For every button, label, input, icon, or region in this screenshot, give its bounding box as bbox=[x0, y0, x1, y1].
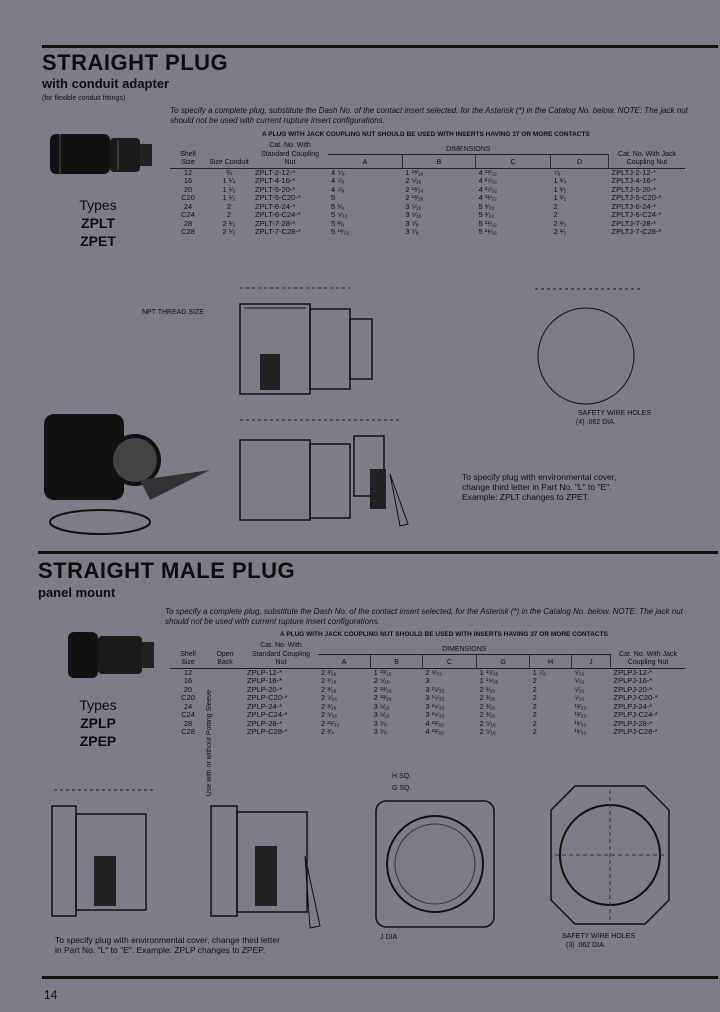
table-cell: 2 bbox=[226, 201, 232, 211]
table-cell: 2 ¹⁄₁₆ bbox=[479, 710, 496, 719]
table-cell: 2 ¹⁄₁₆ bbox=[479, 701, 496, 711]
table-cell: 4 ²⁷⁄₃₂ bbox=[478, 176, 498, 185]
table-cell: ZPLPJ-C28-* bbox=[613, 727, 658, 736]
table-cell: ZPLPJ-12-* bbox=[613, 667, 653, 677]
col-dim-b: B bbox=[402, 155, 475, 168]
table-cell: 1 ⁷⁄₈ bbox=[532, 667, 547, 677]
type-code: ZPLT bbox=[81, 215, 115, 231]
table-cell: 2 ⁵⁄₁₆ bbox=[479, 718, 496, 728]
page-number: 14 bbox=[44, 988, 58, 1002]
table-cell: 3 ⁵⁄₁₆ bbox=[405, 210, 422, 219]
safety-label: SAFETY WIRE HOLES bbox=[578, 410, 651, 417]
col-dim-c: C bbox=[422, 655, 476, 668]
table-cell: C20 bbox=[181, 693, 195, 702]
table-cell: 1 ¹⁄₂ bbox=[553, 193, 567, 202]
table-cell: 12 bbox=[183, 667, 193, 677]
section2-types bbox=[73, 696, 123, 750]
table-row bbox=[170, 194, 685, 203]
table-cell: 4 ⁷⁄₈ bbox=[331, 184, 345, 194]
table-cell: ZPLP-C28-* bbox=[247, 727, 288, 736]
section1-note-small: (for flexible conduit fittings) bbox=[42, 95, 126, 102]
table-cell: 2 ⁹⁄₃₂ bbox=[425, 667, 443, 677]
g-sq-label: G SQ. bbox=[392, 785, 412, 792]
col-size-conduit: Size Conduit bbox=[206, 142, 252, 168]
table-cell: 2 bbox=[532, 727, 537, 736]
table-cell: ZPLP-16-* bbox=[247, 676, 283, 685]
table-cell: 1 ¹⁄₂ bbox=[222, 193, 236, 202]
square-flange-drawing-icon bbox=[370, 795, 500, 935]
table-cell: ⁵⁄₃₂ bbox=[574, 676, 585, 685]
table-cell: 2 bbox=[532, 684, 537, 694]
table-cell: 1 ¹³⁄₁₆ bbox=[373, 667, 392, 677]
table-cell: 3 ²⁹⁄₃₂ bbox=[425, 710, 445, 719]
table-cell: 5 ¹⁄₈ bbox=[331, 201, 345, 211]
table-cell: ZPLT-5-C20-* bbox=[255, 193, 301, 202]
table-cell: 1 ¹⁄₄ bbox=[553, 176, 567, 185]
table-cell: ZPLTJ-6-C24-* bbox=[611, 210, 662, 219]
table-cell: 5 ¹³⁄₃₂ bbox=[331, 227, 350, 236]
table-cell: 2 ²¹⁄₃₂ bbox=[321, 718, 340, 728]
col-dim-c: C bbox=[475, 155, 550, 168]
table-cell: 2 bbox=[532, 718, 537, 728]
table-cell: 2 ³⁄₁₆ bbox=[321, 676, 337, 685]
section2-banner: A PLUG WITH JACK COUPLING NUT SHOULD BE USED WITH INSERTS HAVING 37 OR MORE CONTACTS bbox=[280, 631, 608, 638]
bottom-rule bbox=[42, 976, 718, 979]
table-cell: 2 ⁵⁄₁₆ bbox=[373, 676, 390, 685]
table-cell: 2 ¹⁄₁₆ bbox=[479, 693, 496, 702]
table-cell: 20 bbox=[183, 684, 193, 694]
top-rule bbox=[42, 45, 718, 48]
table-cell: 3 ²⁹⁄₃₂ bbox=[425, 701, 445, 711]
panel-plug-jack-drawing-icon bbox=[205, 786, 335, 936]
table-cell: 2 bbox=[532, 710, 537, 719]
table-cell: 5 ³⁄₃₂ bbox=[478, 210, 495, 219]
table-cell: ZPLTJ-2-12-* bbox=[611, 167, 656, 177]
section1-instructions: To specify a complete plug, substitute the Dash No. of the contact insert selected, for the Asterisk (*) in the Catalog No. below. NOTE: The jack nut should not be used with current rupture insert configurations. bbox=[170, 106, 688, 125]
section1-table bbox=[170, 142, 685, 237]
safety-label-2: (4) .062 DIA. bbox=[576, 419, 616, 426]
table-cell: 2 bbox=[532, 701, 537, 711]
table-cell: 1 ¹⁄₄ bbox=[222, 176, 236, 185]
table-cell: 16 bbox=[183, 176, 193, 185]
table-cell: 3 bbox=[425, 676, 430, 685]
section1-types bbox=[73, 196, 123, 250]
table-cell: ZPLTJ-6-24-* bbox=[611, 201, 656, 211]
table-cell: C28 bbox=[181, 727, 195, 736]
safety-label-2: (3) .062 DIA. bbox=[566, 942, 606, 949]
table-cell: 3 ⁵⁄₁₆ bbox=[373, 710, 390, 719]
table-row bbox=[170, 203, 685, 212]
col-shell-size: Shell Size bbox=[170, 642, 206, 668]
table-cell: 1 ¹⁄₂ bbox=[553, 184, 567, 194]
col-dim-j: J bbox=[571, 655, 610, 668]
plug-photo-icon bbox=[48, 128, 154, 188]
section1-banner: A PLUG WITH JACK COUPLING NUT SHOULD BE USED WITH INSERTS HAVING 37 OR MORE CONTACTS bbox=[262, 131, 590, 138]
table-cell: ZPLT-7-C28-* bbox=[255, 227, 301, 236]
types-label: Types bbox=[79, 697, 117, 713]
table-cell: 4 ¹³⁄₃₂ bbox=[425, 727, 444, 736]
table-cell: 3 ⁵⁄₁₆ bbox=[373, 701, 390, 711]
section2-subtitle: panel mount bbox=[38, 585, 116, 600]
table-cell: ¹¹⁄₃₂ bbox=[574, 718, 587, 728]
table-cell: ¹¹⁄₃₂ bbox=[574, 727, 587, 736]
table-cell: 4 ²⁷⁄₃₂ bbox=[478, 184, 498, 194]
table-cell: C24 bbox=[181, 210, 195, 219]
table-cell: C20 bbox=[181, 193, 195, 202]
table-row bbox=[170, 177, 685, 186]
table-cell: ZPLT-7-28-* bbox=[255, 218, 296, 228]
col-cat-standard: Cat. No. With Standard Coupling Nut bbox=[252, 142, 328, 168]
table-cell: 2 ³⁄₄ bbox=[321, 727, 335, 736]
panel-plug-side-drawing-icon bbox=[44, 786, 164, 936]
insert-face-drawing-icon bbox=[530, 284, 650, 414]
section1-env-note: To specify plug with environmental cover, change third letter in Part No. "L" to "E". Example: ZPLT changes to ZPET. bbox=[462, 472, 617, 502]
table-cell: 1 ¹⁄₂ bbox=[222, 184, 236, 194]
safety-label: SAFETY WIRE HOLES bbox=[562, 933, 635, 940]
table-cell: ZPLT-4-16-* bbox=[255, 176, 296, 185]
table-cell: 2 ⁵⁄₁₆ bbox=[405, 176, 422, 185]
table-cell: 2 ⁵⁄₁₆ bbox=[321, 693, 338, 702]
table-cell: 3 ¹⁵⁄₃₂ bbox=[425, 684, 445, 694]
table-cell: 1 ¹³⁄₁₆ bbox=[405, 167, 424, 177]
table-cell: 2 ¹⁄₂ bbox=[553, 227, 567, 236]
table-cell: 2 ⁵⁄₁₆ bbox=[479, 727, 496, 736]
table-row bbox=[170, 220, 685, 229]
table-cell: 2 bbox=[226, 210, 232, 219]
table-cell: 28 bbox=[183, 218, 193, 228]
table-cell: 2 bbox=[532, 676, 537, 685]
plug-cover-photo-icon bbox=[40, 410, 220, 540]
table-row bbox=[170, 211, 685, 220]
table-cell: 2 ¹³⁄₁₆ bbox=[405, 193, 424, 202]
j-dia-label: J DIA bbox=[380, 934, 398, 941]
table-cell: 5 ³⁄₃₂ bbox=[478, 201, 495, 211]
table-cell: 2 ³⁄₁₆ bbox=[321, 684, 337, 694]
table-cell: 24 bbox=[183, 701, 193, 711]
table-cell: 3 ⁷⁄₈ bbox=[373, 727, 387, 736]
table-cell: ZPLTJ-7-C28-* bbox=[611, 227, 662, 236]
open-back-cell bbox=[206, 677, 244, 686]
table-row bbox=[170, 728, 685, 737]
table-cell: ZPLT-6-24-* bbox=[255, 201, 296, 211]
table-cell: 2 ¹³⁄₁₆ bbox=[373, 684, 392, 694]
table-cell: 4 ²³⁄₃₂ bbox=[478, 167, 497, 177]
section2-env-note: To specify plug with environmental cover, change third letter in Part No. "L" to "E". Example: ZPLP changes to ZPEP. bbox=[55, 935, 280, 955]
table-cell: ¹¹⁄₃₂ bbox=[574, 701, 587, 711]
table-cell: 4 ³¹⁄₃₂ bbox=[478, 193, 497, 202]
plug-side-drawing-icon bbox=[230, 284, 390, 414]
table-cell: 4 ⁵⁄₈ bbox=[331, 167, 345, 177]
table-cell: ¾ bbox=[225, 167, 233, 177]
table-row bbox=[170, 186, 685, 195]
table-cell: ZPLP-C24-* bbox=[247, 710, 288, 719]
table-cell: 12 bbox=[183, 167, 193, 177]
type-code: ZPET bbox=[80, 233, 116, 249]
table-cell: ZPLTJ-4-16-* bbox=[611, 176, 656, 185]
table-cell: ZPLP-12-* bbox=[247, 667, 283, 677]
table-cell: C28 bbox=[181, 227, 195, 236]
col-shell-size: Shell Size bbox=[170, 142, 206, 168]
table-cell: 2 bbox=[553, 210, 558, 219]
table-cell: ⁷⁄₈ bbox=[553, 167, 561, 177]
table-cell: 2 bbox=[532, 693, 537, 702]
table-cell: ZPLT-6-C24-* bbox=[255, 210, 301, 219]
table-cell: 16 bbox=[183, 676, 193, 685]
table-cell: 2 bbox=[553, 201, 558, 211]
table-cell: 5 ⁵⁄₃₂ bbox=[331, 210, 348, 219]
section2-table bbox=[170, 642, 685, 737]
table-cell: ⁵⁄₃₂ bbox=[574, 684, 585, 694]
table-cell: 4 ¹³⁄₃₂ bbox=[425, 718, 444, 728]
table-cell: ⁵⁄₃₂ bbox=[574, 667, 585, 677]
table-cell: ZPLPJ-C24-* bbox=[613, 710, 658, 719]
middle-rule bbox=[38, 551, 718, 554]
types-label: Types bbox=[79, 197, 117, 213]
table-cell: 3 ¹⁵⁄₃₂ bbox=[425, 693, 445, 702]
table-cell: 2 ¹⁄₂ bbox=[553, 218, 567, 228]
col-dim-d: D bbox=[551, 155, 609, 168]
table-cell: ZPLP-28-* bbox=[247, 718, 283, 728]
section2-title: STRAIGHT MALE PLUG bbox=[38, 558, 296, 583]
plug-jack-drawing-icon bbox=[230, 414, 430, 534]
table-cell: 2 ¹³⁄₁₆ bbox=[373, 693, 392, 702]
col-dim-a: A bbox=[328, 155, 402, 168]
table-cell: 24 bbox=[183, 201, 193, 211]
table-cell: ZPLTJ-7-28-* bbox=[611, 218, 656, 228]
col-dim-g: G bbox=[477, 655, 530, 668]
type-code: ZPEP bbox=[79, 733, 117, 749]
table-cell: 2 ¹⁄₁₆ bbox=[479, 684, 496, 694]
section1-subtitle: with conduit adapter bbox=[42, 76, 170, 91]
table-cell: 20 bbox=[183, 184, 193, 194]
table-cell: ZPLT-5-20-* bbox=[255, 184, 296, 194]
col-cat-jack: Cat. No. With Jack Coupling Nut bbox=[609, 142, 686, 168]
table-cell: 2 ¹⁄₂ bbox=[222, 227, 236, 236]
table-cell: 5 bbox=[331, 193, 336, 202]
panel-plug-photo-icon bbox=[66, 628, 156, 684]
table-cell: ZPLP-20-* bbox=[247, 684, 283, 694]
col-dimensions: DIMENSIONS bbox=[318, 642, 611, 655]
section2-instructions: To specify a complete plug, substitute the Dash No. of the contact insert selected, for the Asterisk (*) in the Catalog No. below. NOTE: The jack nut should not be used with current rupture insert configurations. bbox=[165, 607, 683, 626]
table-cell: ¹¹⁄₃₂ bbox=[574, 710, 587, 719]
h-sq-label: H SQ. bbox=[392, 773, 412, 780]
table-cell: 1 ¹⁵⁄₁₆ bbox=[479, 667, 499, 677]
col-dim-b: B bbox=[371, 655, 423, 668]
table-cell: 5 ¹¹⁄₃₂ bbox=[478, 218, 497, 228]
col-cat-jack: Cat. No. With Jack Coupling Nut bbox=[611, 642, 686, 668]
table-cell: 3 ⁷⁄₈ bbox=[405, 227, 419, 236]
table-cell: 5 ¹¹⁄₃₂ bbox=[478, 227, 497, 236]
table-cell: ZPLPJ-24-* bbox=[613, 701, 653, 711]
npt-label: NPT THREAD SIZE bbox=[142, 309, 204, 316]
section1-title: STRAIGHT PLUG bbox=[42, 50, 229, 75]
col-cat-standard: Cat. No. With Standard Coupling Nut bbox=[244, 642, 318, 668]
table-cell: 28 bbox=[183, 718, 193, 728]
table-cell: ZPLTJ-5-C20-* bbox=[611, 193, 662, 202]
table-cell: 2 ³⁄₁₆ bbox=[321, 701, 337, 711]
col-dimensions: DIMENSIONS bbox=[328, 142, 609, 155]
table-cell: 4 ⁷⁄₈ bbox=[331, 176, 345, 185]
col-open-back: Open Back bbox=[206, 642, 244, 668]
table-cell: 2 ⁵⁄₁₆ bbox=[321, 710, 338, 719]
table-cell: 1 ¹⁵⁄₁₆ bbox=[479, 676, 499, 685]
table-row bbox=[170, 228, 685, 237]
table-cell: ZPLPJ-20-* bbox=[613, 684, 653, 694]
octagon-flange-drawing-icon bbox=[545, 780, 675, 930]
table-row bbox=[170, 168, 685, 177]
type-code: ZPLP bbox=[80, 715, 116, 731]
table-cell: ZPLT-2-12-* bbox=[255, 167, 296, 177]
table-cell: ZPLPJ-16-* bbox=[613, 676, 653, 685]
table-cell: ZPLTJ-5-20-* bbox=[611, 184, 656, 194]
open-back-note: Use with or without Potting Sleeve bbox=[206, 690, 213, 797]
table-cell: 2 ¹³⁄₁₆ bbox=[405, 184, 424, 194]
table-cell: 5 ³⁄₈ bbox=[331, 218, 345, 228]
table-cell: 2 ¹⁄₂ bbox=[222, 218, 236, 228]
table-cell: 3 ⁷⁄₈ bbox=[405, 218, 419, 228]
table-cell: 2 ³⁄₁₆ bbox=[321, 667, 337, 677]
table-cell: ZPLPJ-C20-* bbox=[613, 693, 658, 702]
table-cell: ZPLP-24-* bbox=[247, 701, 283, 711]
table-cell: 3 ⁷⁄₈ bbox=[373, 718, 387, 728]
col-dim-h: H bbox=[530, 655, 572, 668]
table-cell: ⁵⁄₃₂ bbox=[574, 693, 585, 702]
col-dim-a: A bbox=[318, 655, 371, 668]
table-cell: ZPLPJ-28-* bbox=[613, 718, 653, 728]
table-cell: C24 bbox=[181, 710, 195, 719]
table-cell: ZPLP-C20-* bbox=[247, 693, 288, 702]
open-back-cell bbox=[206, 668, 244, 677]
table-cell: 3 ⁵⁄₁₆ bbox=[405, 201, 422, 211]
